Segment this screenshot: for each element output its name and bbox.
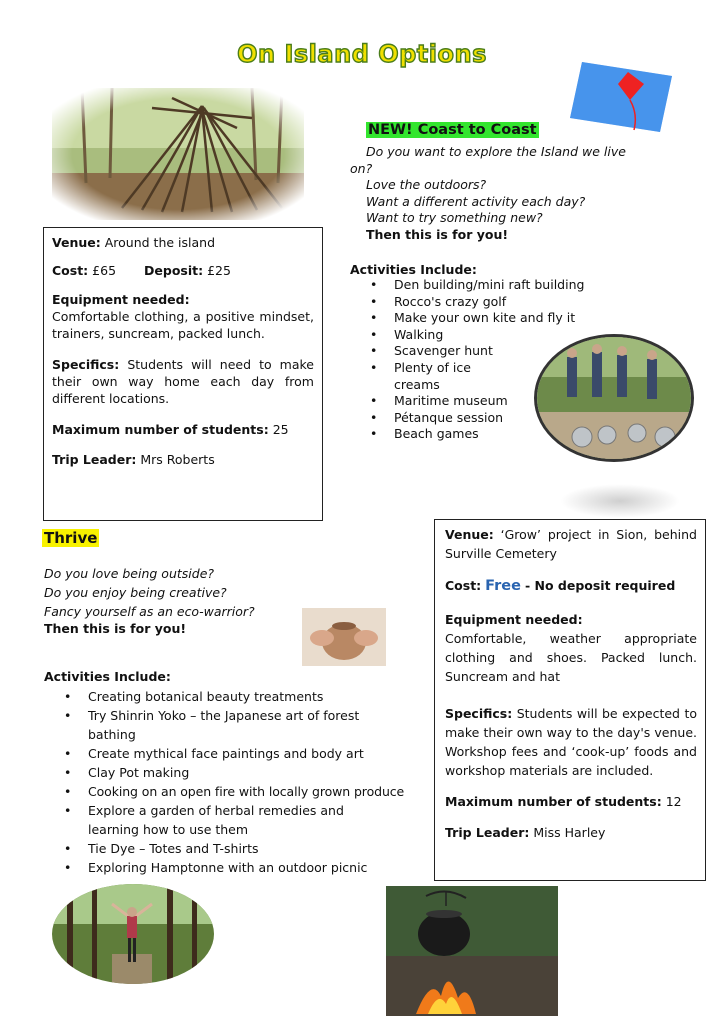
cost-label: Cost: (445, 578, 482, 593)
coast-details-box (43, 227, 323, 521)
specifics-label: Specifics: (445, 706, 513, 721)
list-item: • Tie Dye – Totes and T-shirts (44, 839, 434, 858)
thrive-details-box (434, 519, 706, 881)
list-item: • Beach games (350, 426, 600, 443)
cost-label: Cost: (52, 263, 89, 278)
max-students-value: 25 (272, 422, 289, 437)
pottery-photo (302, 608, 386, 666)
list-item: • Scavenger hunt (350, 343, 600, 360)
list-item: • Walking (350, 327, 600, 344)
trip-leader-label: Trip Leader: (52, 452, 137, 467)
trip-leader-label: Trip Leader: (445, 825, 530, 840)
coast-intro-line: Love the outdoors? (366, 177, 487, 192)
equipment-label: Equipment needed: (445, 612, 583, 627)
thrive-intro (44, 564, 304, 621)
max-students-label: Maximum number of students: (52, 422, 269, 437)
list-item: • Plenty of ice creams (350, 360, 484, 393)
list-item: • Clay Pot making (44, 763, 434, 782)
thrive-activities-list (44, 687, 434, 877)
thrive-activities-label: Activities Include: (44, 669, 171, 684)
list-item: • Explore a garden of herbal remedies and learning how to use them (44, 801, 388, 839)
den-photo (52, 88, 304, 220)
petanque-photo (534, 334, 694, 462)
list-item: • Cooking on an open fire with locally grown produce (44, 782, 434, 801)
thrive-heading: Thrive (44, 529, 98, 547)
cost-value: Free (485, 578, 521, 594)
list-item: • Maritime museum (350, 393, 600, 410)
coast-intro (350, 144, 650, 227)
page-title: On Island Options (237, 40, 487, 68)
thrive-intro-line: Do you enjoy being creative? (44, 585, 227, 600)
coast-intro-line: Want to try something new? (366, 210, 543, 225)
specifics-label: Specifics: (52, 357, 120, 372)
coast-intro-line: Want a different activity each day? (366, 193, 586, 209)
specifics-value: Students will need to make their own way home each day from different locations. (52, 357, 314, 406)
equipment-value: Comfortable, weather appropriate clothing and shoes. Packed lunch. Suncream and hat (445, 631, 697, 684)
thrive-cta: Then this is for you! (44, 621, 187, 636)
list-item: • Exploring Hamptonne with an outdoor picnic (44, 858, 434, 877)
list-item: • Creating botanical beauty treatments (44, 687, 434, 706)
thrive-intro-line: Do you love being outside? (44, 566, 215, 581)
venue-value: ‘Grow’ project in Sion, behind Surville Cemetery (445, 527, 697, 561)
coast-cta: Then this is for you! (366, 227, 509, 242)
venue-label: Venue: (52, 235, 101, 250)
thrive-intro-line: Fancy yourself as an eco-warrior? (44, 604, 255, 619)
list-item: • Make your own kite and fly it (350, 310, 600, 327)
list-item: • Pétanque session (350, 410, 600, 427)
specifics-value: Students will be expected to make their own way to the day's venue. Workshop fees and ‘cook-up’ foods and workshop materials are included. (445, 706, 697, 778)
campfire-photo (386, 886, 558, 1016)
max-students-label: Maximum number of students: (445, 794, 662, 809)
coast-heading: NEW! Coast to Coast (368, 122, 537, 138)
deposit-label: Deposit: (144, 263, 204, 278)
trip-leader-value: Miss Harley (533, 825, 606, 840)
kite-icon (568, 62, 674, 132)
deposit-value: - No deposit required (524, 578, 676, 593)
max-students-value: 12 (665, 794, 682, 809)
list-item: • Den building/mini raft building (350, 277, 600, 294)
venue-label: Venue: (445, 527, 494, 542)
forest-photo (52, 884, 214, 984)
trip-leader-value: Mrs Roberts (140, 452, 215, 467)
equipment-value: Comfortable clothing, a positive mindset, trainers, suncream, packed lunch. (52, 309, 314, 341)
coast-intro-line: Do you want to explore the Island we live on? (350, 144, 626, 176)
shadow-decoration (560, 484, 680, 518)
cost-value: £65 (92, 263, 117, 278)
list-item: • Create mythical face paintings and body art (44, 744, 434, 763)
list-item: • Rocco's crazy golf (350, 294, 600, 311)
equipment-label: Equipment needed: (52, 292, 190, 307)
deposit-value: £25 (207, 263, 231, 278)
list-item: • Try Shinrin Yoko – the Japanese art of forest bathing (44, 706, 388, 744)
coast-activities-label: Activities Include: (350, 262, 477, 277)
venue-value: Around the island (104, 235, 216, 250)
